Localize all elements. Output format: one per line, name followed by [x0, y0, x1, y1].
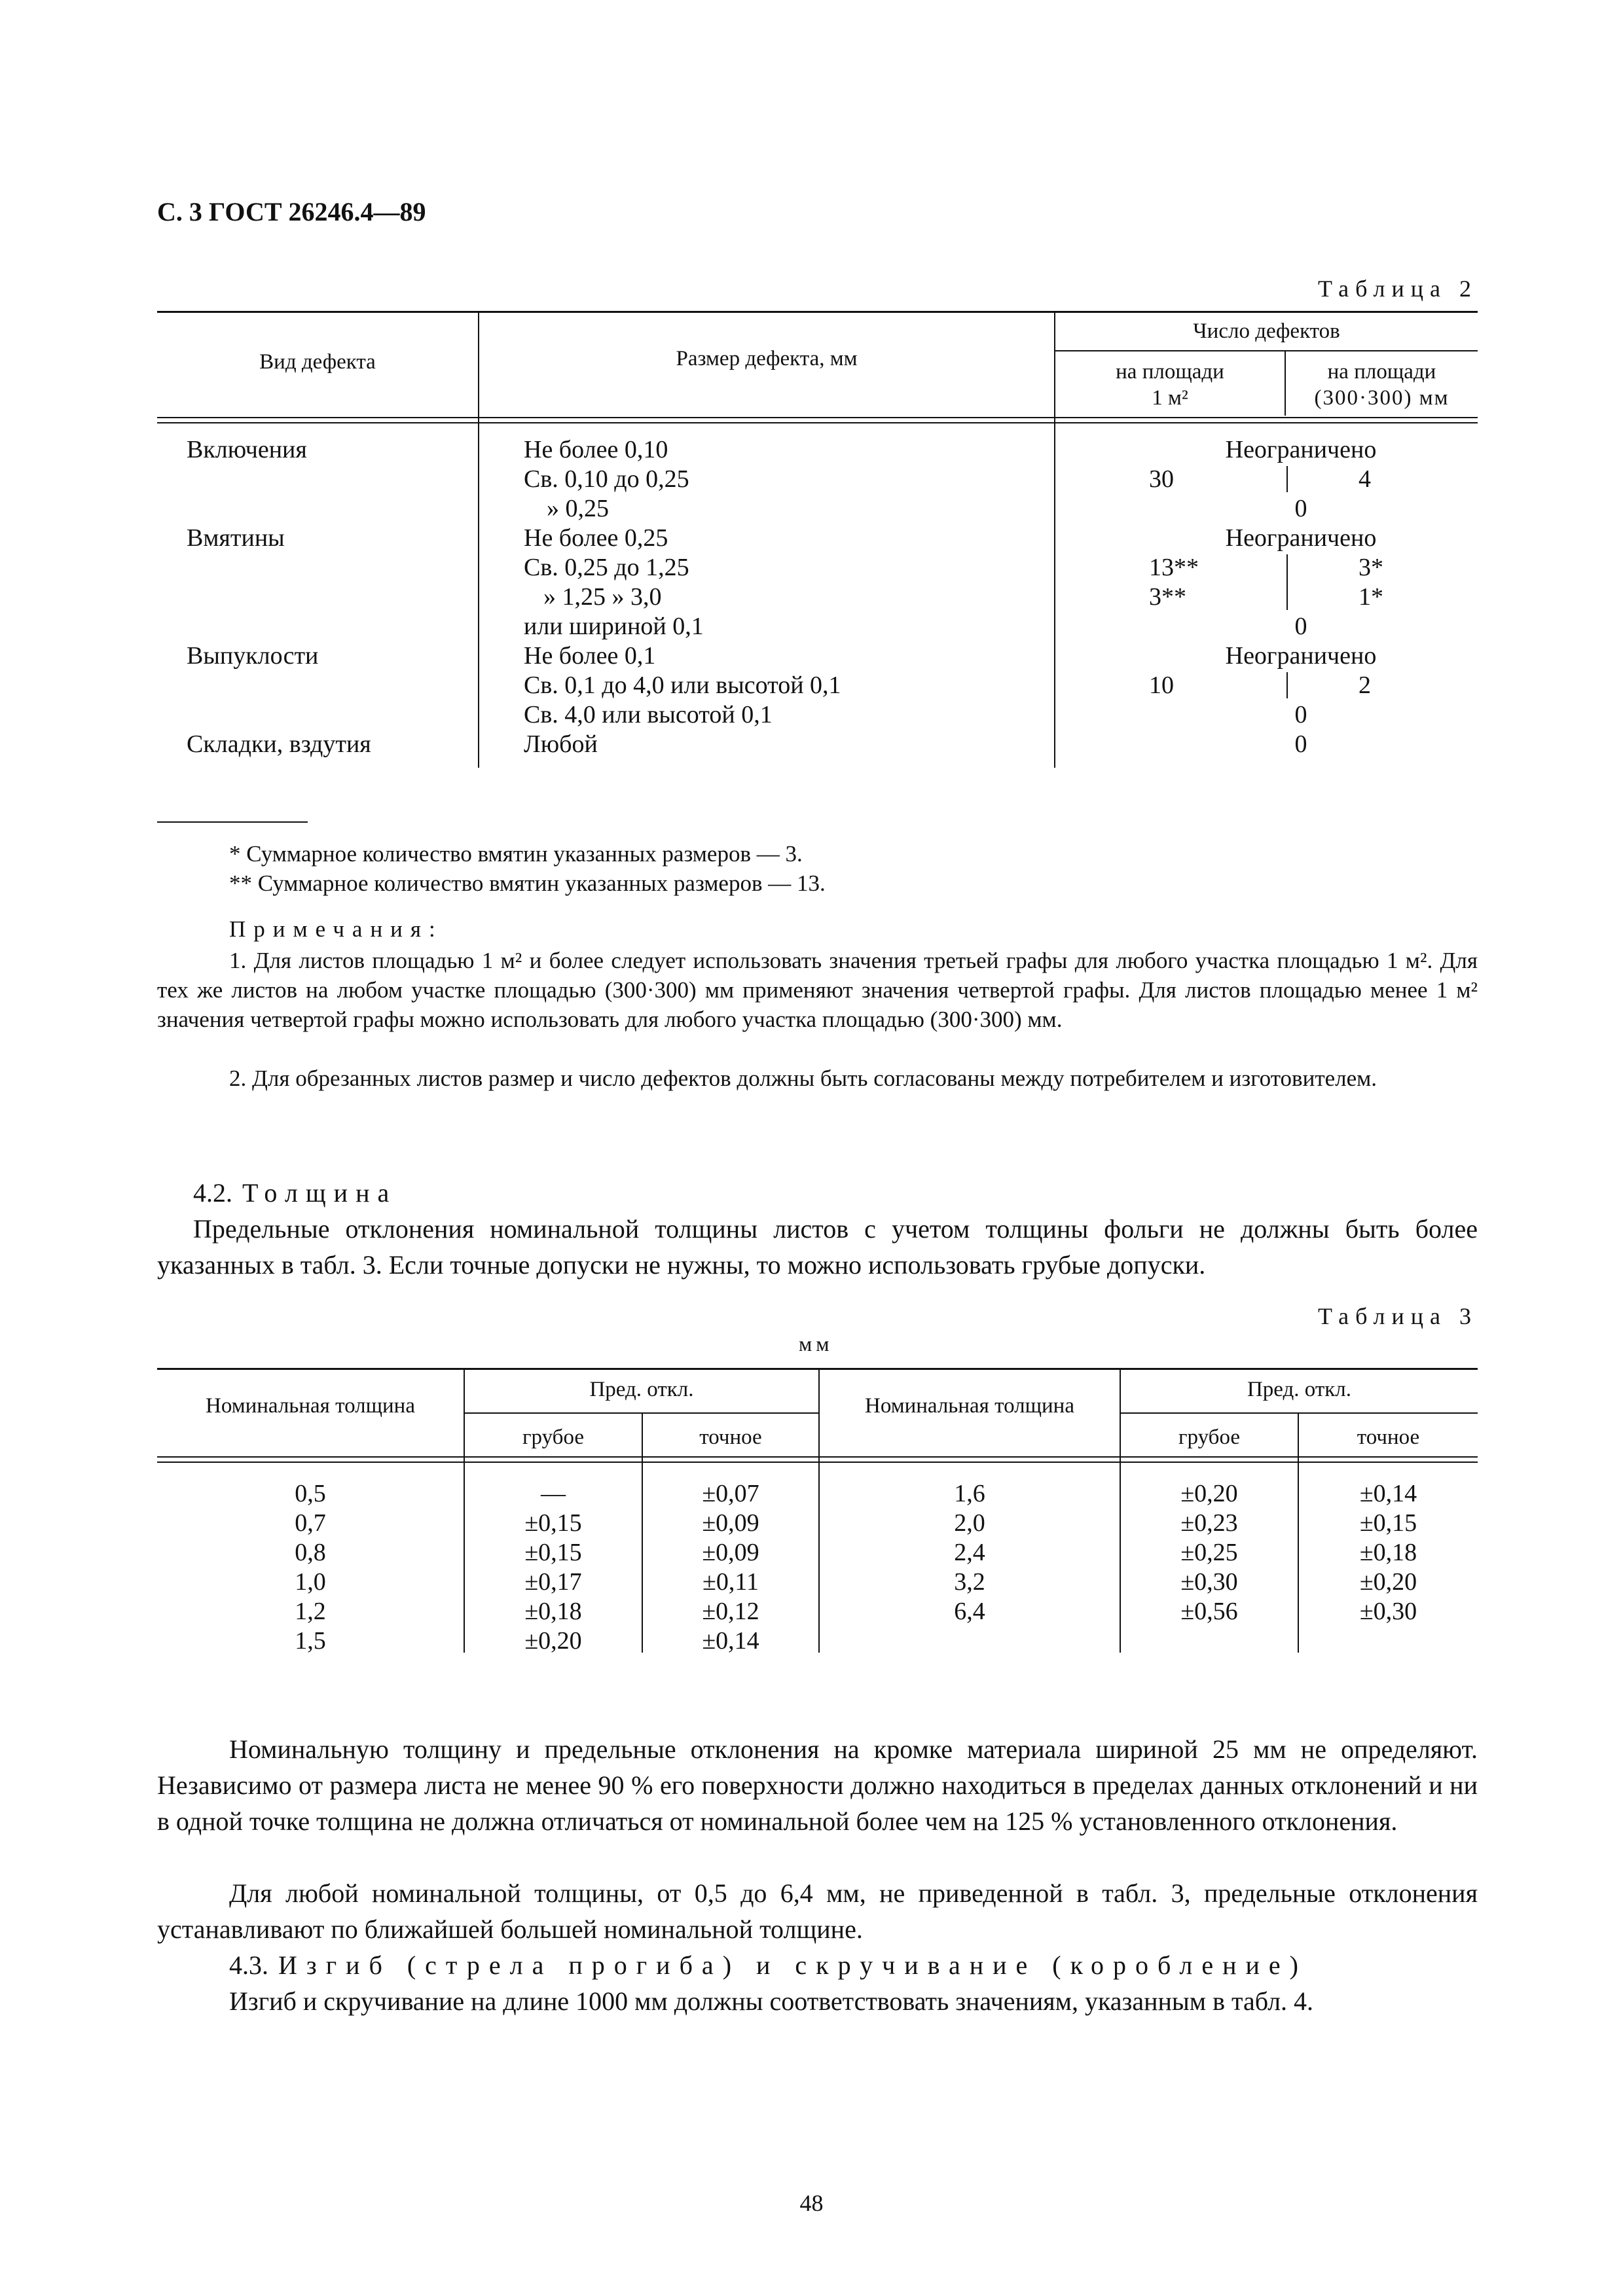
table2-col-count: Число дефектов: [1193, 319, 1340, 343]
table2-sub1-line2: 1 м²: [1152, 386, 1188, 410]
table3-exact: ±0,20: [1359, 1568, 1417, 1596]
note-2: 2. Для обрезанных листов размер и число дефектов должны быть согласованы между потребителем и изготовителем.: [229, 1066, 1377, 1091]
table3-rough: ±0,23: [1180, 1509, 1238, 1537]
table2-col-size: Размер дефекта, мм: [676, 347, 858, 370]
table3-sub-rough: грубое: [1178, 1426, 1240, 1449]
table2-row-size: Св. 0,1 до 4,0 или высотой 0,1: [524, 672, 841, 699]
table2-row-count-b: 4: [1359, 465, 1371, 493]
table3-rough: ±0,56: [1180, 1598, 1238, 1625]
paragraph-3: Изгиб и скручивание на длине 1000 мм должны соответствовать значениям, указанным в табл. 4.: [229, 1986, 1314, 2016]
paragraph-1: Номинальную толщину и предельные отклонения на кромке материала шириной 25 мм не определяют. Независимо от размера листа не менее 90 % его поверхности должно находиться в пределах данных отклонений и ни в одной точке толщина не должна отличаться от номинальной более чем на 125 % установленного отклонения.: [157, 1734, 1478, 1836]
table3-col-nominal: Номинальная толщина: [206, 1394, 415, 1418]
table2-row-count-b: 3*: [1359, 554, 1383, 581]
table3-nominal: 1,0: [295, 1568, 326, 1596]
table3-nominal: 0,7: [295, 1509, 326, 1537]
section-4-3-number: 4.3.: [229, 1950, 268, 1980]
table3-rough: ±0,15: [524, 1509, 582, 1537]
table2-row-size: » 0,25: [547, 495, 609, 522]
footnote-separator: [157, 821, 308, 823]
table2-row-merged: 0: [1294, 730, 1307, 758]
table2-row-size: » 1,25 » 3,0: [543, 583, 662, 611]
table3-exact: ±0,30: [1359, 1598, 1417, 1625]
table2-row-merged: Неограничено: [1225, 524, 1377, 552]
notes-title: Примечания:: [229, 916, 443, 942]
table3-nominal: 2,4: [954, 1539, 985, 1566]
table2-row-merged: 0: [1294, 613, 1307, 640]
table2-row-size: или шириной 0,1: [524, 613, 704, 640]
table3-col-deviation: Пред. откл.: [589, 1378, 694, 1401]
footnote-1: * Суммарное количество вмятин указанных размеров — 3.: [229, 841, 803, 867]
table3-exact: ±0,07: [702, 1480, 759, 1507]
footnote-2: ** Суммарное количество вмятин указанных размеров — 13.: [229, 870, 826, 896]
table3-caption: Таблица 3: [1318, 1303, 1478, 1329]
paragraph-2: Для любой номинальной толщины, от 0,5 до 6,4 мм, не приведенной в табл. 3, предельные отклонения устанавливают по ближайшей большей номинальной толщине.: [157, 1878, 1478, 1944]
table3-exact: ±0,11: [702, 1568, 759, 1596]
table2-row-size: Св. 0,10 до 0,25: [524, 465, 689, 493]
table3-nominal: 1,5: [295, 1627, 326, 1655]
table3-nominal: 1,6: [954, 1480, 985, 1507]
table3-rough: ±0,18: [524, 1598, 582, 1625]
table2-row-merged: Неограничено: [1225, 436, 1377, 463]
table3-rough: ±0,25: [1180, 1539, 1238, 1566]
table2-head-rule-1: [157, 417, 1478, 418]
table3-group-rule: [1121, 1412, 1478, 1414]
table3-rough: ±0,30: [1180, 1568, 1238, 1596]
table2-row-size: Св. 4,0 или высотой 0,1: [524, 701, 773, 728]
table2-row-count-a: 3**: [1149, 583, 1186, 611]
table2-row-type: Складки, вздутия: [187, 730, 371, 758]
table2-group-rule: [1055, 350, 1478, 351]
table3-nominal: 2,0: [954, 1509, 985, 1537]
page-number: 48: [799, 2190, 824, 2216]
table3-exact: ±0,15: [1359, 1509, 1417, 1537]
section-4-2-number: 4.2.: [193, 1178, 232, 1208]
table3-exact: ±0,09: [702, 1539, 759, 1566]
table3-exact: ±0,14: [702, 1627, 759, 1655]
table2-row-size: Любой: [524, 730, 598, 758]
table2-row-merged: Неограничено: [1225, 642, 1377, 670]
table2-sub2-line1: на площади: [1327, 360, 1436, 384]
table3-exact: ±0,14: [1359, 1480, 1417, 1507]
table3-nominal: 0,5: [295, 1480, 326, 1507]
table3-head-rule-2: [157, 1462, 1478, 1463]
section-4-2-title: Толщина: [242, 1178, 397, 1208]
table2-row-count-a: 30: [1149, 465, 1174, 493]
table2-row-count-b: 1*: [1359, 583, 1383, 611]
table2-row-count-a: 13**: [1149, 554, 1199, 581]
table2-head-rule-2: [157, 422, 1478, 423]
table3-rough: ±0,17: [524, 1568, 582, 1596]
table3-nominal: 3,2: [954, 1568, 985, 1596]
table2-sub1-line1: на площади: [1116, 360, 1224, 384]
table2-row-type: Вмятины: [187, 524, 285, 552]
table3-sub-exact: точное: [1357, 1426, 1420, 1449]
table3-rough: ±0,20: [1180, 1480, 1238, 1507]
table3-rough: ±0,15: [524, 1539, 582, 1566]
table2-vline-1: [478, 311, 479, 768]
table3-exact: ±0,12: [702, 1598, 759, 1625]
table2-row-count-b: 2: [1359, 672, 1371, 699]
table2-divider: [1286, 554, 1288, 610]
table3-nominal: 1,2: [295, 1598, 326, 1625]
table3-top-rule: [157, 1368, 1478, 1370]
table3-unit: мм: [799, 1332, 833, 1355]
table3-exact: ±0,09: [702, 1509, 759, 1537]
table2-row-merged: 0: [1294, 495, 1307, 522]
table2-row-size: Не более 0,25: [524, 524, 668, 552]
table2-divider: [1286, 466, 1288, 492]
table3-col-nominal: Номинальная толщина: [865, 1394, 1074, 1418]
section-4-3-title: Изгиб (стрела прогиба) и скручивание (коробление): [278, 1950, 1307, 1980]
table3-nominal: 6,4: [954, 1598, 985, 1625]
table3-rough: —: [541, 1480, 566, 1507]
table3-rough: ±0,20: [524, 1627, 582, 1655]
table2-row-type: Выпуклости: [187, 642, 319, 670]
page-header: С. 3 ГОСТ 26246.4—89: [157, 197, 426, 226]
table2-col-type: Вид дефекта: [259, 350, 376, 374]
section-4-2-text: Предельные отклонения номинальной толщины листов с учетом толщины фольги не должны быть более указанных в табл. 3. Если точные допуски не нужны, то можно использовать грубые допуски.: [157, 1214, 1478, 1280]
table2-row-size: Не более 0,1: [524, 642, 656, 670]
table3-exact: ±0,18: [1359, 1539, 1417, 1566]
table3-col-deviation: Пред. откл.: [1247, 1378, 1352, 1401]
table2-top-rule: [157, 311, 1478, 313]
table2-row-type: Включения: [187, 436, 307, 463]
table3-group-rule: [465, 1412, 818, 1414]
table3-nominal: 0,8: [295, 1539, 326, 1566]
table2-row-size: Св. 0,25 до 1,25: [524, 554, 689, 581]
table3-sub-exact: точное: [699, 1426, 762, 1449]
note-1: 1. Для листов площадью 1 м² и более следует использовать значения третьей графы для любого участка площадью 1 м². Для тех же листов на любом участке площадью (300·300) мм применяют значения четвертой графы. Для листов площадью менее 1 м² значения четвертой графы можно использовать для любого участка площадью (300·300) мм.: [157, 948, 1478, 1032]
table2-sub2-line2: (300·300) мм: [1314, 386, 1450, 410]
table2-row-size: Не более 0,10: [524, 436, 668, 463]
table2-divider: [1286, 672, 1288, 698]
table2-row-merged: 0: [1294, 701, 1307, 728]
table3-head-rule-1: [157, 1456, 1478, 1458]
table3-sub-rough: грубое: [522, 1426, 584, 1449]
table2-row-count-a: 10: [1149, 672, 1174, 699]
table2-caption: Таблица 2: [1318, 276, 1478, 302]
